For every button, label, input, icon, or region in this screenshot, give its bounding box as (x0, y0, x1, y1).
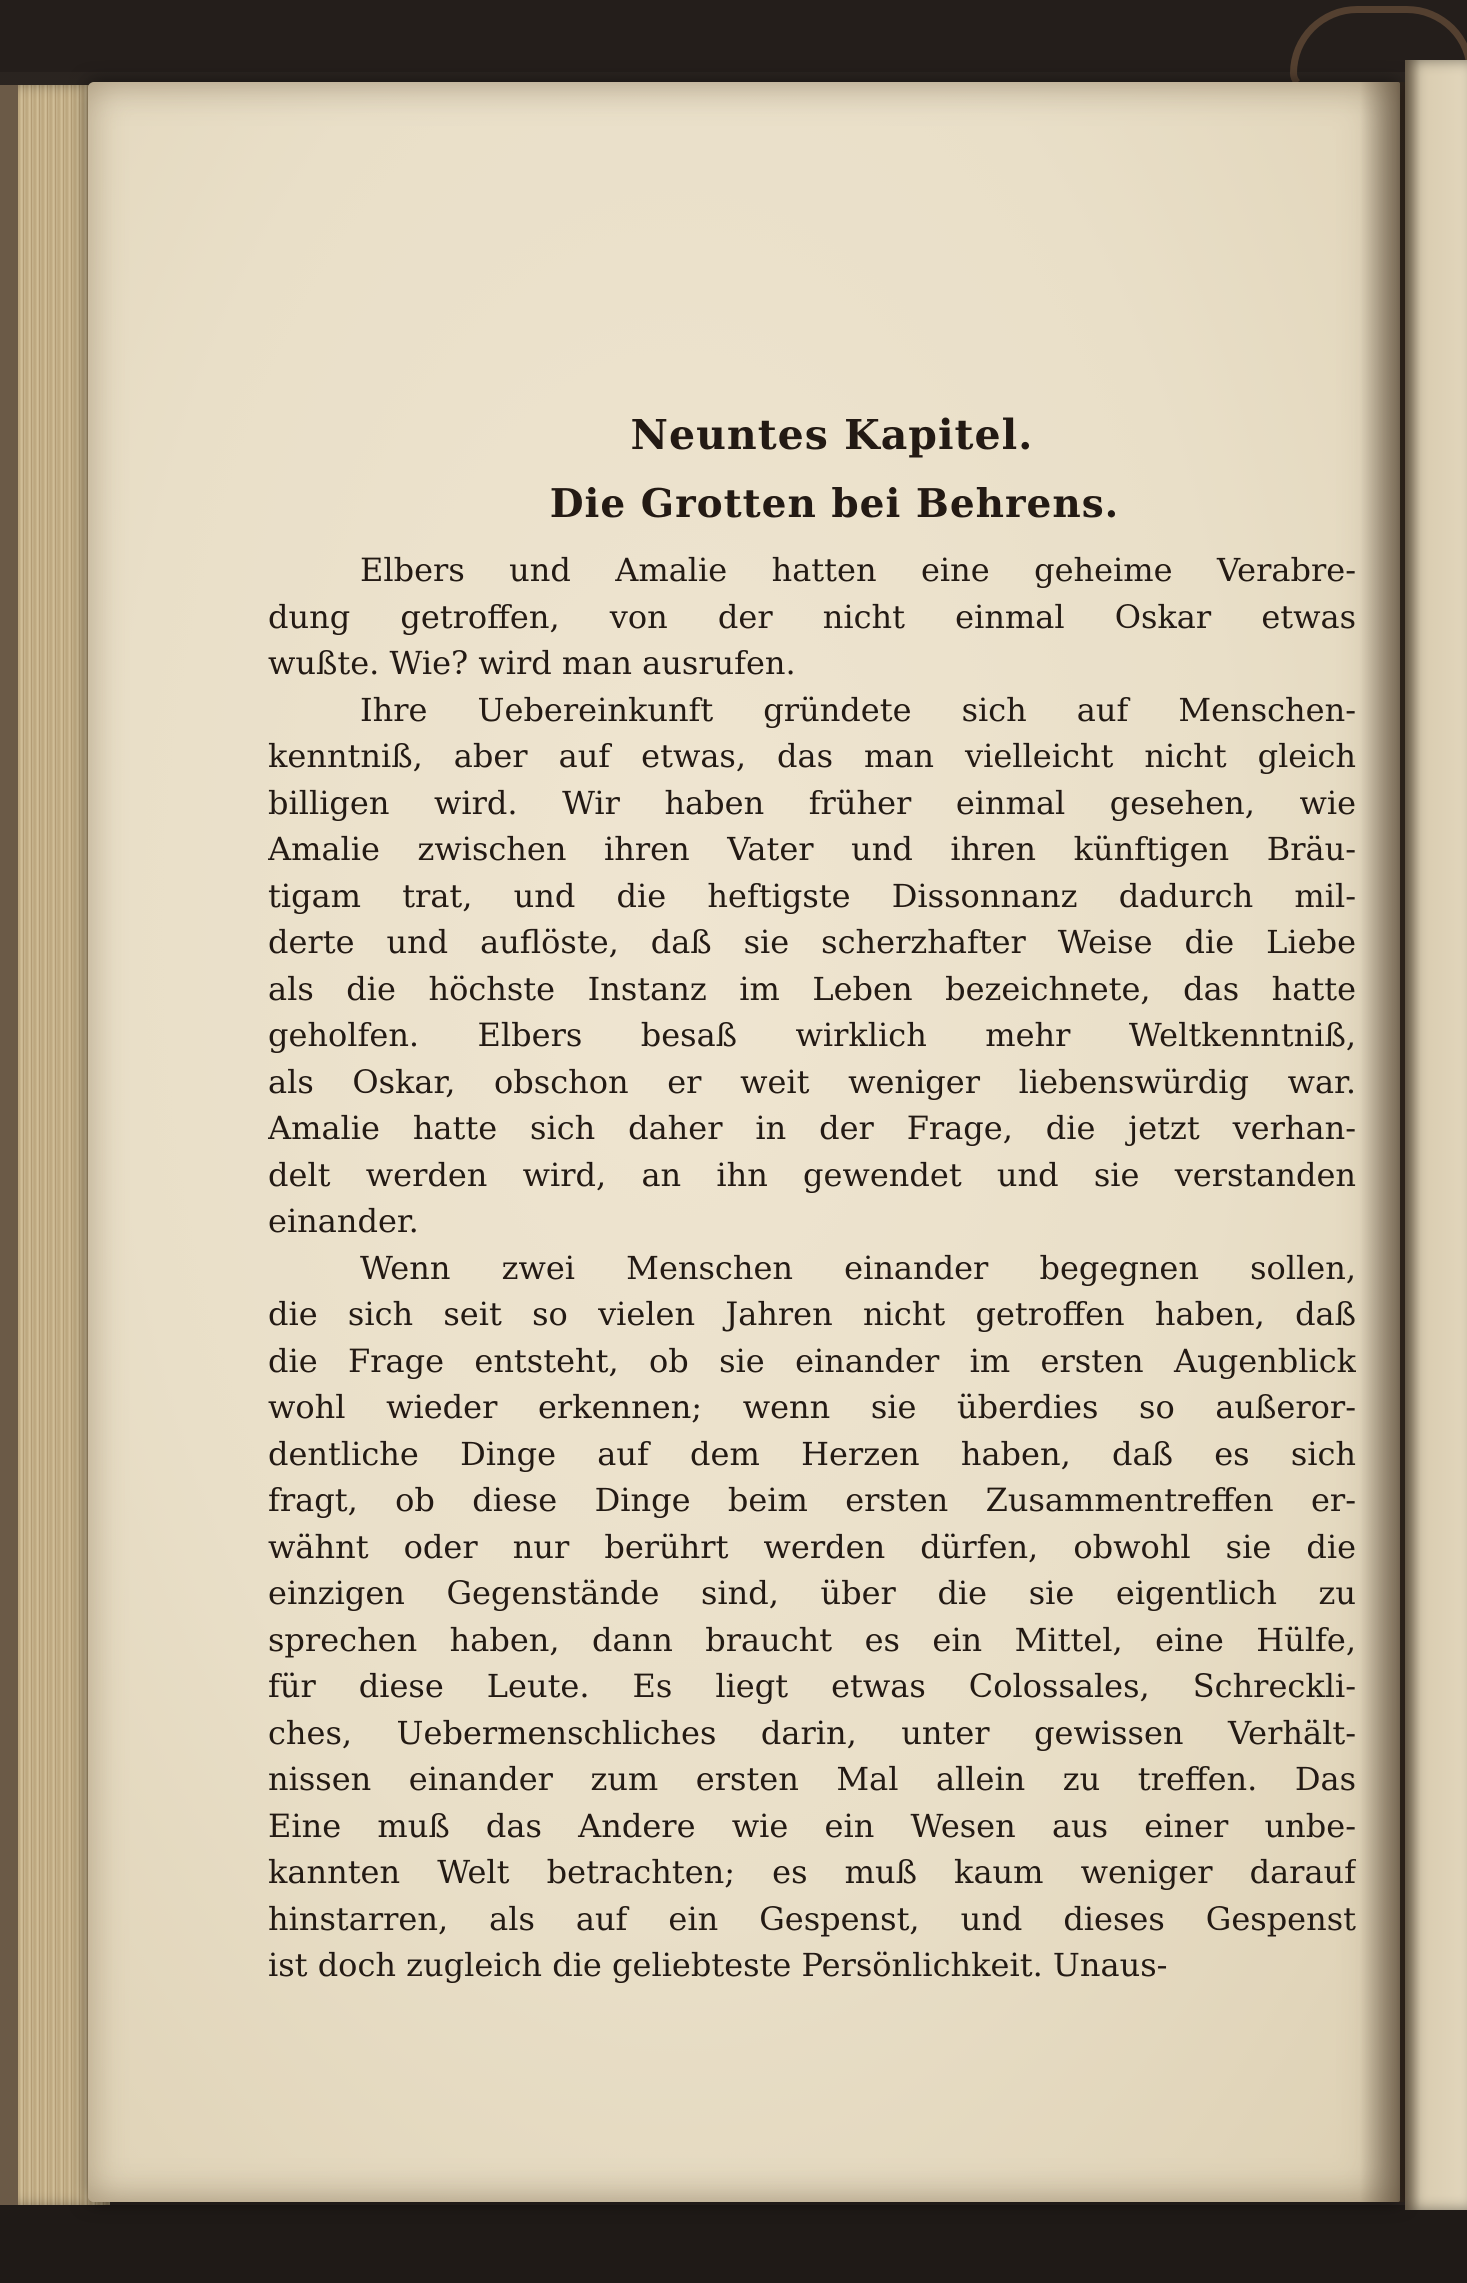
text-line: derte und auflöste, daß sie scherzhafter Weise die Liebe (268, 923, 1356, 961)
text-line: wußte. Wie? wird man ausrufen. (268, 644, 796, 682)
text-line: für diese Leute. Es liegt etwas Colossales, Schreckli- (268, 1667, 1356, 1705)
text-line: Wenn zwei Menschen einander begegnen sollen, (360, 1248, 1356, 1287)
text-line: delt werden wird, an ihn gewendet und sie verstanden (268, 1155, 1356, 1194)
text-line: als Oskar, obschon er weit weniger liebenswürdig war. (268, 1062, 1356, 1101)
text-line: die sich seit so vielen Jahren nicht getroffen haben, daß (268, 1295, 1356, 1333)
paragraph (268, 687, 1356, 1245)
text-line: billigen wird. Wir haben früher einmal gesehen, wie (268, 783, 1356, 822)
text-line: Amalie zwischen ihren Vater und ihren künftigen Bräu- (268, 830, 1356, 868)
text-line: sprechen haben, dann braucht es ein Mittel, eine Hülfe, (268, 1620, 1356, 1659)
text-line: hinstarren, als auf ein Gespenst, und dieses Gespenst (268, 1899, 1356, 1938)
text-line: dentliche Dinge auf dem Herzen haben, daß es sich (268, 1434, 1356, 1473)
text-line: Ihre Uebereinkunft gründete sich auf Menschen- (360, 690, 1356, 729)
page-text-block (268, 400, 1356, 1989)
text-line: wohl wieder erkennen; wenn sie überdies so außeror- (268, 1388, 1356, 1426)
text-line: wähnt oder nur berührt werden dürfen, obwohl sie die (268, 1527, 1356, 1566)
text-line: dung getroffen, von der nicht einmal Oskar etwas (268, 597, 1356, 636)
text-line: einander. (268, 1202, 419, 1240)
text-line: ist doch zugleich die geliebteste Persönlichkeit. Unaus- (268, 1946, 1168, 1984)
text-line: geholfen. Elbers besaß wirklich mehr Weltkenntniß, (268, 1016, 1356, 1054)
text-line: Amalie hatte sich daher in der Frage, die jetzt verhan- (268, 1109, 1356, 1147)
text-line: nissen einander zum ersten Mal allein zu treffen. Das (268, 1760, 1356, 1798)
facing-page-sliver (1405, 60, 1467, 2210)
text-line: einzigen Gegenstände sind, über die sie eigentlich zu (268, 1574, 1356, 1612)
paragraph (268, 1245, 1356, 1989)
body-text (268, 547, 1356, 1989)
text-line: ches, Uebermenschliches darin, unter gewissen Verhält- (268, 1713, 1356, 1752)
text-line: kenntniß, aber auf etwas, das man vielleicht nicht gleich (268, 737, 1356, 775)
chapter-subtitle: Die Grotten bei Behrens. (549, 481, 1120, 527)
paragraph (268, 547, 1356, 687)
text-line: als die höchste Instanz im Leben bezeichnete, das hatte (268, 969, 1356, 1008)
text-line: Eine muß das Andere wie ein Wesen aus einer unbe- (268, 1806, 1356, 1845)
dark-background-top (0, 0, 1467, 72)
text-line: Elbers und Amalie hatten eine geheime Verabre- (360, 551, 1356, 589)
text-line: die Frage entsteht, ob sie einander im ersten Augenblick (268, 1341, 1356, 1380)
text-line: tigam trat, und die heftigste Dissonnanz dadurch mil- (268, 876, 1356, 915)
dark-background-bottom (0, 2205, 1467, 2283)
book-cover-edge (0, 85, 18, 2205)
text-line: kannten Welt betrachten; es muß kaum weniger darauf (268, 1853, 1356, 1891)
chapter-title: Neuntes Kapitel. (630, 411, 1034, 459)
text-line: fragt, ob diese Dinge beim ersten Zusammentreffen er- (268, 1481, 1356, 1519)
